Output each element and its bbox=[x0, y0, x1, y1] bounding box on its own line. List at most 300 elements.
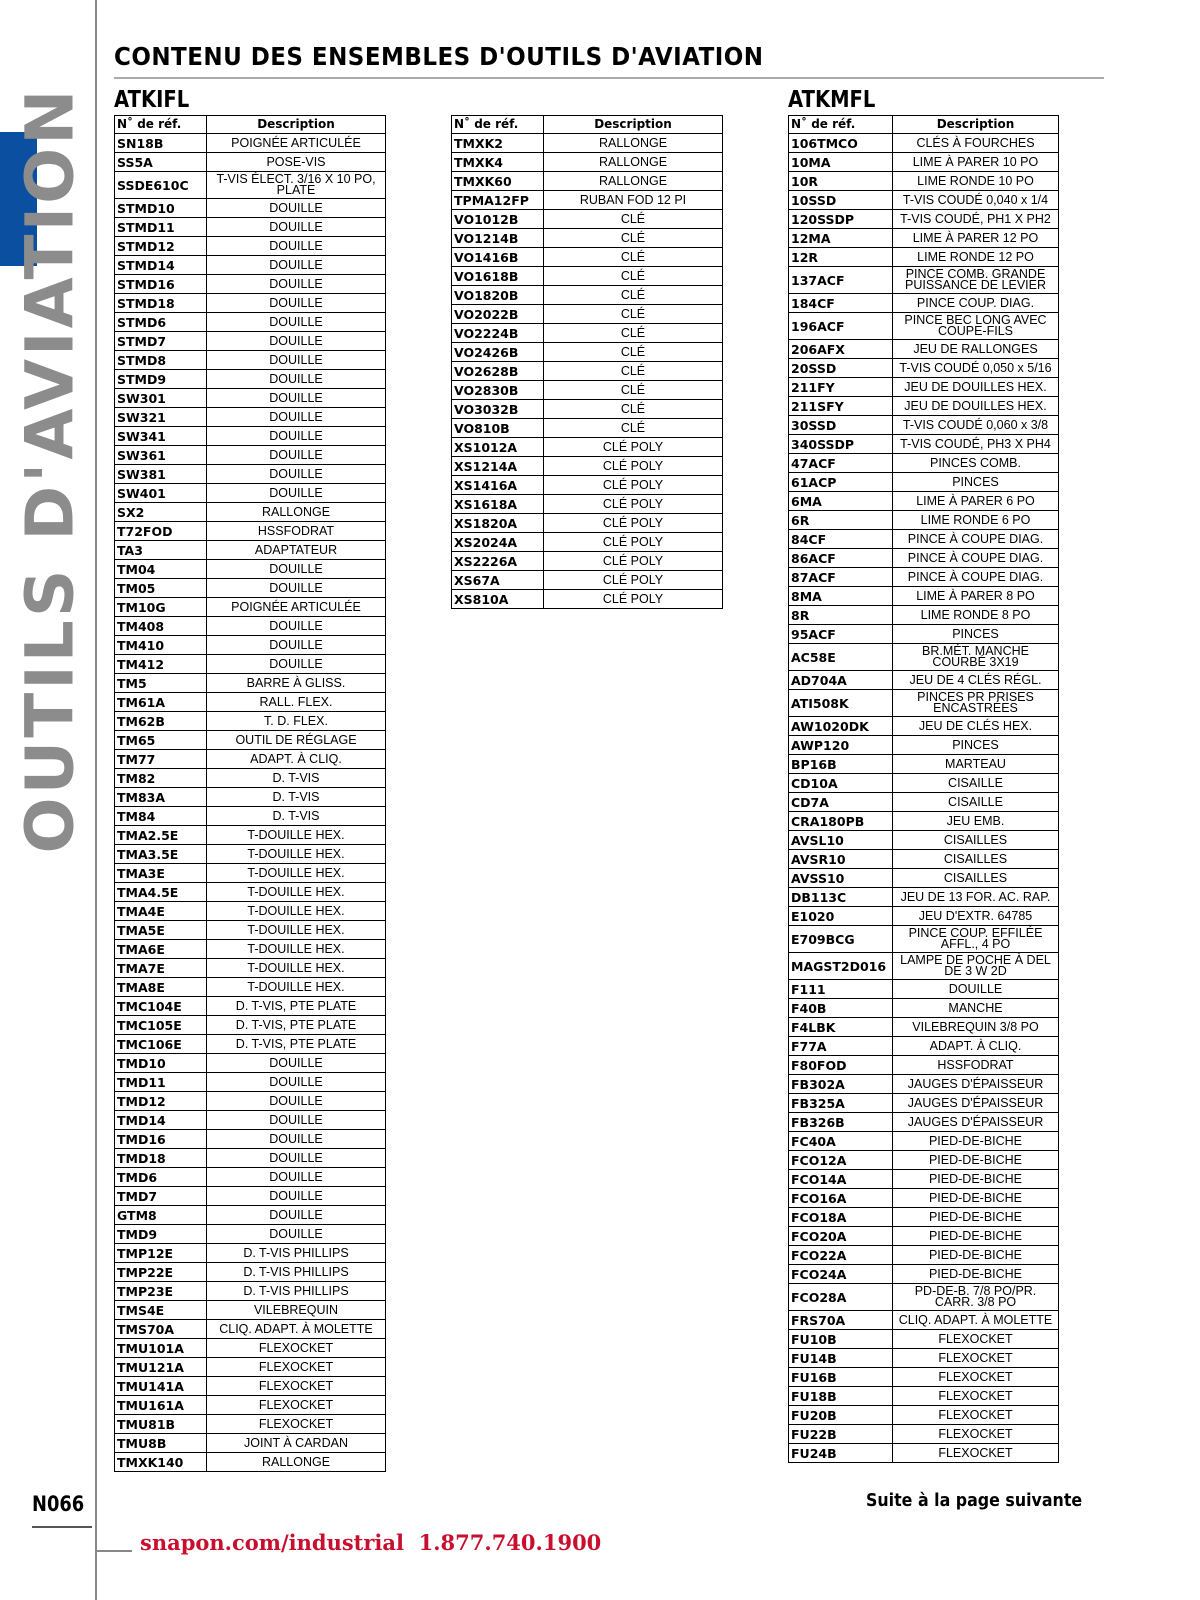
part-number: TMA8E bbox=[115, 978, 207, 997]
table-row bbox=[789, 210, 1059, 229]
part-description: PINCE COMB. GRANDE PUISSANCE DE LEVIER bbox=[893, 267, 1059, 294]
part-number: 340SSDP bbox=[789, 435, 893, 454]
page-title: CONTENU DES ENSEMBLES D'OUTILS D'AVIATION bbox=[114, 42, 764, 71]
table-row bbox=[452, 571, 723, 590]
table-row bbox=[115, 845, 386, 864]
part-description: DOUILLE bbox=[207, 446, 386, 465]
part-description: HSSFODRAT bbox=[893, 1056, 1059, 1075]
table-row bbox=[789, 1037, 1059, 1056]
part-description: RALLONGE bbox=[544, 153, 723, 172]
part-number: AD704A bbox=[789, 671, 893, 690]
part-description: D. T-VIS bbox=[207, 788, 386, 807]
part-description: DOUILLE bbox=[207, 256, 386, 275]
column-header-ref: N˚ de réf. bbox=[452, 116, 544, 134]
part-number: 106TMCO bbox=[789, 134, 893, 153]
part-number: TMP22E bbox=[115, 1263, 207, 1282]
part-description: T. D. FLEX. bbox=[207, 712, 386, 731]
kit-contents-table-atkifl bbox=[114, 115, 386, 1472]
part-number: FCO20A bbox=[789, 1227, 893, 1246]
part-number: FC40A bbox=[789, 1132, 893, 1151]
part-number: F80FOD bbox=[789, 1056, 893, 1075]
part-number: AC58E bbox=[789, 644, 893, 671]
part-description: PIED-DE-BICHE bbox=[893, 1246, 1059, 1265]
part-description: DOUILLE bbox=[207, 1187, 386, 1206]
part-description: CLÉ POLY bbox=[544, 495, 723, 514]
table-row bbox=[452, 457, 723, 476]
part-number: 47ACF bbox=[789, 454, 893, 473]
part-number: F77A bbox=[789, 1037, 893, 1056]
part-number: TMD18 bbox=[115, 1149, 207, 1168]
part-description: T-DOUILLE HEX. bbox=[207, 940, 386, 959]
table-row bbox=[115, 940, 386, 959]
table-row bbox=[789, 1425, 1059, 1444]
kit-contents-table-atkifl-continued bbox=[451, 115, 723, 609]
part-number: TMC104E bbox=[115, 997, 207, 1016]
part-description: RALLONGE bbox=[207, 503, 386, 522]
table-row bbox=[452, 495, 723, 514]
part-description: ADAPTATEUR bbox=[207, 541, 386, 560]
part-number: AWP120 bbox=[789, 736, 893, 755]
part-number: TM04 bbox=[115, 560, 207, 579]
part-number: 86ACF bbox=[789, 549, 893, 568]
part-description: CLÉ bbox=[544, 362, 723, 381]
part-number: SN18B bbox=[115, 134, 207, 153]
table-row bbox=[115, 883, 386, 902]
table-row bbox=[789, 888, 1059, 907]
part-description: CLÉ POLY bbox=[544, 457, 723, 476]
table-row bbox=[452, 191, 723, 210]
part-number: ATI508K bbox=[789, 690, 893, 717]
part-number: SW401 bbox=[115, 484, 207, 503]
table-row bbox=[115, 1168, 386, 1187]
part-number: TM83A bbox=[115, 788, 207, 807]
table-row bbox=[115, 1130, 386, 1149]
part-description: DOUILLE bbox=[207, 1130, 386, 1149]
part-description: D. T-VIS, PTE PLATE bbox=[207, 997, 386, 1016]
table-row bbox=[789, 153, 1059, 172]
part-description: CLIQ. ADAPT. À MOLETTE bbox=[893, 1311, 1059, 1330]
part-number: VO1416B bbox=[452, 248, 544, 267]
table-row bbox=[115, 712, 386, 731]
table-row bbox=[115, 427, 386, 446]
table-row bbox=[789, 1227, 1059, 1246]
table-row bbox=[789, 1265, 1059, 1284]
part-description: OUTIL DE RÉGLAGE bbox=[207, 731, 386, 750]
column-header-ref: N˚ de réf. bbox=[115, 116, 207, 134]
part-description: CLÉ bbox=[544, 400, 723, 419]
section-label-vertical: OUTILS D'AVIATION bbox=[11, 86, 89, 854]
part-number: TA3 bbox=[115, 541, 207, 560]
part-number: STMD18 bbox=[115, 294, 207, 313]
footer-contact bbox=[140, 1530, 601, 1555]
part-description: JEU DE RALLONGES bbox=[893, 340, 1059, 359]
table-row bbox=[789, 999, 1059, 1018]
column-header-description: Description bbox=[207, 116, 386, 134]
part-description: DOUILLE bbox=[207, 332, 386, 351]
part-number: 211FY bbox=[789, 378, 893, 397]
part-description: VILEBREQUIN 3/8 PO bbox=[893, 1018, 1059, 1037]
table-row bbox=[789, 812, 1059, 831]
table-row bbox=[452, 419, 723, 438]
part-description: DOUILLE bbox=[207, 1073, 386, 1092]
part-number: FU10B bbox=[789, 1330, 893, 1349]
table-row bbox=[789, 530, 1059, 549]
table-row bbox=[789, 1246, 1059, 1265]
title-divider bbox=[114, 77, 1104, 79]
part-number: DB113C bbox=[789, 888, 893, 907]
table-row bbox=[115, 172, 386, 199]
part-number: 6MA bbox=[789, 492, 893, 511]
part-description: DOUILLE bbox=[207, 1149, 386, 1168]
part-description: FLEXOCKET bbox=[893, 1425, 1059, 1444]
part-number: TMD12 bbox=[115, 1092, 207, 1111]
table-row bbox=[789, 397, 1059, 416]
table-row bbox=[115, 1282, 386, 1301]
part-number: FCO12A bbox=[789, 1151, 893, 1170]
table-row bbox=[789, 1368, 1059, 1387]
part-description: POSE-VIS bbox=[207, 153, 386, 172]
part-number: SW381 bbox=[115, 465, 207, 484]
table-row bbox=[789, 1406, 1059, 1425]
part-number: XS810A bbox=[452, 590, 544, 609]
part-description: CLÉ POLY bbox=[544, 552, 723, 571]
part-number: MAGST2D016 bbox=[789, 953, 893, 980]
part-description: LIME À PARER 6 PO bbox=[893, 492, 1059, 511]
part-number: VO2830B bbox=[452, 381, 544, 400]
table-row bbox=[789, 1132, 1059, 1151]
table-row bbox=[115, 1092, 386, 1111]
part-number: T72FOD bbox=[115, 522, 207, 541]
part-description: DOUILLE bbox=[207, 408, 386, 427]
table-row bbox=[789, 850, 1059, 869]
table-row bbox=[115, 807, 386, 826]
part-description: D. T-VIS bbox=[207, 807, 386, 826]
table-row bbox=[789, 1170, 1059, 1189]
table-row bbox=[115, 1035, 386, 1054]
part-number: VO1214B bbox=[452, 229, 544, 248]
part-number: TMS70A bbox=[115, 1320, 207, 1339]
table-row bbox=[789, 671, 1059, 690]
part-number: 61ACP bbox=[789, 473, 893, 492]
part-number: AW1020DK bbox=[789, 717, 893, 736]
part-description: CLÉ POLY bbox=[544, 533, 723, 552]
table-row bbox=[789, 134, 1059, 153]
part-description: DOUILLE bbox=[207, 237, 386, 256]
table-row bbox=[789, 869, 1059, 888]
table-row bbox=[452, 381, 723, 400]
part-number: XS1416A bbox=[452, 476, 544, 495]
table-row bbox=[789, 435, 1059, 454]
table-row bbox=[115, 275, 386, 294]
part-description: PINCES bbox=[893, 473, 1059, 492]
table-row bbox=[115, 389, 386, 408]
part-description: DOUILLE bbox=[893, 980, 1059, 999]
part-number: TM84 bbox=[115, 807, 207, 826]
table-row bbox=[789, 953, 1059, 980]
part-description: T-VIS COUDÉ, PH3 X PH4 bbox=[893, 435, 1059, 454]
part-description: DOUILLE bbox=[207, 427, 386, 446]
table-row bbox=[789, 926, 1059, 953]
part-description: MANCHE bbox=[893, 999, 1059, 1018]
table-row bbox=[115, 579, 386, 598]
part-number: TM62B bbox=[115, 712, 207, 731]
part-description: FLEXOCKET bbox=[893, 1349, 1059, 1368]
part-number: TMA4.5E bbox=[115, 883, 207, 902]
table-row bbox=[452, 533, 723, 552]
table-row bbox=[789, 1444, 1059, 1463]
table-row bbox=[115, 1320, 386, 1339]
part-number: TMA2.5E bbox=[115, 826, 207, 845]
part-description: DOUILLE bbox=[207, 560, 386, 579]
table-row bbox=[115, 617, 386, 636]
part-number: TM408 bbox=[115, 617, 207, 636]
table-row bbox=[452, 134, 723, 153]
part-description: PINCES PR PRISES ENCASTRÉES bbox=[893, 690, 1059, 717]
part-description: POIGNÉE ARTICULÉE bbox=[207, 598, 386, 617]
table-row bbox=[115, 1301, 386, 1320]
part-description: LIME À PARER 10 PO bbox=[893, 153, 1059, 172]
part-number: TMC106E bbox=[115, 1035, 207, 1054]
part-description: CLÉ bbox=[544, 248, 723, 267]
part-number: TM82 bbox=[115, 769, 207, 788]
table-row bbox=[115, 959, 386, 978]
table-row bbox=[115, 332, 386, 351]
table-row bbox=[452, 400, 723, 419]
part-number: TM5 bbox=[115, 674, 207, 693]
table-row bbox=[115, 484, 386, 503]
part-number: FCO16A bbox=[789, 1189, 893, 1208]
part-number: FU16B bbox=[789, 1368, 893, 1387]
part-number: CRA180PB bbox=[789, 812, 893, 831]
table-row bbox=[789, 625, 1059, 644]
column-header-ref: N˚ de réf. bbox=[789, 116, 893, 134]
part-number: TM61A bbox=[115, 693, 207, 712]
part-description: CLÉ bbox=[544, 267, 723, 286]
table-row bbox=[115, 351, 386, 370]
part-description: T-VIS COUDÉ 0,060 x 3/8 bbox=[893, 416, 1059, 435]
table-row bbox=[115, 1225, 386, 1244]
part-number: SW321 bbox=[115, 408, 207, 427]
set-heading-atkmfl: ATKMFL bbox=[788, 87, 876, 113]
part-number: SW341 bbox=[115, 427, 207, 446]
part-number: TMD16 bbox=[115, 1130, 207, 1149]
part-number: TMD7 bbox=[115, 1187, 207, 1206]
part-description: PINCES bbox=[893, 625, 1059, 644]
part-description: JEU DE 13 FOR. AC. RAP. bbox=[893, 888, 1059, 907]
part-description: FLEXOCKET bbox=[893, 1444, 1059, 1463]
part-description: DOUILLE bbox=[207, 370, 386, 389]
table-row bbox=[789, 313, 1059, 340]
table-row bbox=[452, 305, 723, 324]
part-description: MARTEAU bbox=[893, 755, 1059, 774]
part-description: BARRE À GLISS. bbox=[207, 674, 386, 693]
part-description: DOUILLE bbox=[207, 465, 386, 484]
part-number: TMU81B bbox=[115, 1415, 207, 1434]
part-description: POIGNÉE ARTICULÉE bbox=[207, 134, 386, 153]
part-number: 87ACF bbox=[789, 568, 893, 587]
part-number: E709BCG bbox=[789, 926, 893, 953]
part-description: DOUILLE bbox=[207, 218, 386, 237]
table-row bbox=[789, 1113, 1059, 1132]
part-description: PIED-DE-BICHE bbox=[893, 1208, 1059, 1227]
table-row bbox=[115, 313, 386, 332]
part-number: STMD8 bbox=[115, 351, 207, 370]
table-row bbox=[115, 598, 386, 617]
part-description: DOUILLE bbox=[207, 1054, 386, 1073]
part-description: D. T-VIS, PTE PLATE bbox=[207, 1035, 386, 1054]
column-header-description: Description bbox=[893, 116, 1059, 134]
part-description: HSSFODRAT bbox=[207, 522, 386, 541]
part-description: CLIQ. ADAPT. À MOLETTE bbox=[207, 1320, 386, 1339]
table-row bbox=[789, 1189, 1059, 1208]
part-description: JAUGES D'ÉPAISSEUR bbox=[893, 1113, 1059, 1132]
part-number: TMU121A bbox=[115, 1358, 207, 1377]
part-description: T-VIS COUDÉ, PH1 X PH2 bbox=[893, 210, 1059, 229]
part-description: CLÉ bbox=[544, 229, 723, 248]
part-description: FLEXOCKET bbox=[207, 1396, 386, 1415]
part-description: ADAPT. À CLIQ. bbox=[207, 750, 386, 769]
table-row bbox=[115, 560, 386, 579]
table-row bbox=[115, 788, 386, 807]
table-row bbox=[452, 210, 723, 229]
table-row bbox=[789, 1056, 1059, 1075]
part-number: FU24B bbox=[789, 1444, 893, 1463]
part-number: TMU161A bbox=[115, 1396, 207, 1415]
part-description: FLEXOCKET bbox=[207, 1415, 386, 1434]
part-description: PIED-DE-BICHE bbox=[893, 1151, 1059, 1170]
part-number: 20SSD bbox=[789, 359, 893, 378]
table-row bbox=[115, 921, 386, 940]
set-heading-atkifl: ATKIFL bbox=[114, 87, 190, 113]
part-number: VO2628B bbox=[452, 362, 544, 381]
part-number: F111 bbox=[789, 980, 893, 999]
table-row bbox=[115, 1396, 386, 1415]
part-number: FCO28A bbox=[789, 1284, 893, 1311]
part-number: TMD10 bbox=[115, 1054, 207, 1073]
part-number: FCO18A bbox=[789, 1208, 893, 1227]
part-description: JEU DE CLÉS HEX. bbox=[893, 717, 1059, 736]
table-row bbox=[789, 492, 1059, 511]
part-number: 137ACF bbox=[789, 267, 893, 294]
part-description: BR.MÉT. MANCHE COURBÉ 3X19 bbox=[893, 644, 1059, 671]
part-number: AVSR10 bbox=[789, 850, 893, 869]
table-row bbox=[789, 907, 1059, 926]
part-number: STMD10 bbox=[115, 199, 207, 218]
table-row bbox=[789, 1018, 1059, 1037]
part-description: JEU EMB. bbox=[893, 812, 1059, 831]
table-row bbox=[115, 674, 386, 693]
table-row bbox=[115, 1263, 386, 1282]
table-row bbox=[789, 549, 1059, 568]
part-description: T-VIS COUDÉ 0,050 x 5/16 bbox=[893, 359, 1059, 378]
table-row bbox=[789, 644, 1059, 671]
part-number: STMD16 bbox=[115, 275, 207, 294]
part-number: FCO14A bbox=[789, 1170, 893, 1189]
part-number: VO1012B bbox=[452, 210, 544, 229]
part-number: VO3032B bbox=[452, 400, 544, 419]
table-row bbox=[789, 736, 1059, 755]
part-description: CLÉ POLY bbox=[544, 438, 723, 457]
table-row bbox=[115, 864, 386, 883]
table-row bbox=[115, 446, 386, 465]
part-description: D. T-VIS PHILLIPS bbox=[207, 1282, 386, 1301]
part-description: CISAILLE bbox=[893, 774, 1059, 793]
part-number: SW301 bbox=[115, 389, 207, 408]
table-row bbox=[115, 731, 386, 750]
footer-phone: 1.877.740.1900 bbox=[418, 1530, 602, 1555]
part-number: FRS70A bbox=[789, 1311, 893, 1330]
part-description: RALL. FLEX. bbox=[207, 693, 386, 712]
table-row bbox=[115, 978, 386, 997]
table-row bbox=[115, 1453, 386, 1472]
part-description: CLÉ bbox=[544, 343, 723, 362]
part-number: TMA7E bbox=[115, 959, 207, 978]
part-number: TMA5E bbox=[115, 921, 207, 940]
table-row bbox=[789, 587, 1059, 606]
part-description: PIED-DE-BICHE bbox=[893, 1170, 1059, 1189]
table-row bbox=[115, 1054, 386, 1073]
part-description: T-VIS ÉLECT. 3/16 X 10 PO, PLATE bbox=[207, 172, 386, 199]
part-description: T-DOUILLE HEX. bbox=[207, 826, 386, 845]
part-description: LIME RONDE 6 PO bbox=[893, 511, 1059, 530]
part-number: TM412 bbox=[115, 655, 207, 674]
part-description: JOINT À CARDAN bbox=[207, 1434, 386, 1453]
part-description: DOUILLE bbox=[207, 351, 386, 370]
footer-url-link[interactable]: snapon.com/industrial bbox=[140, 1530, 404, 1555]
table-row bbox=[115, 826, 386, 845]
part-number: VO2426B bbox=[452, 343, 544, 362]
page-number: N066 bbox=[32, 1492, 85, 1516]
part-description: DOUILLE bbox=[207, 1111, 386, 1130]
table-row bbox=[115, 1415, 386, 1434]
part-number: STMD9 bbox=[115, 370, 207, 389]
part-number: TMD11 bbox=[115, 1073, 207, 1092]
table-row bbox=[789, 690, 1059, 717]
part-description: VILEBREQUIN bbox=[207, 1301, 386, 1320]
part-description: CLÉ bbox=[544, 324, 723, 343]
part-description: FLEXOCKET bbox=[893, 1406, 1059, 1425]
table-row bbox=[789, 1330, 1059, 1349]
part-number: TM10G bbox=[115, 598, 207, 617]
part-number: TMXK60 bbox=[452, 172, 544, 191]
table-row bbox=[115, 541, 386, 560]
part-number: XS1618A bbox=[452, 495, 544, 514]
part-number: FU22B bbox=[789, 1425, 893, 1444]
part-description: DOUILLE bbox=[207, 655, 386, 674]
part-number: FCO24A bbox=[789, 1265, 893, 1284]
part-number: 30SSD bbox=[789, 416, 893, 435]
part-description: T-DOUILLE HEX. bbox=[207, 902, 386, 921]
table-row bbox=[789, 294, 1059, 313]
table-row bbox=[789, 1094, 1059, 1113]
part-description: CLÉ bbox=[544, 286, 723, 305]
part-description: FLEXOCKET bbox=[207, 1358, 386, 1377]
part-description: CLÉ POLY bbox=[544, 476, 723, 495]
part-description: LIME À PARER 8 PO bbox=[893, 587, 1059, 606]
table-row bbox=[789, 606, 1059, 625]
side-divider-line bbox=[95, 0, 97, 1600]
part-number: TMC105E bbox=[115, 1016, 207, 1035]
part-number: 8R bbox=[789, 606, 893, 625]
table-row bbox=[115, 503, 386, 522]
part-description: LIME RONDE 10 PO bbox=[893, 172, 1059, 191]
part-number: VO2224B bbox=[452, 324, 544, 343]
part-description: RALLONGE bbox=[544, 172, 723, 191]
part-number: TMXK2 bbox=[452, 134, 544, 153]
part-description: CLÉ bbox=[544, 381, 723, 400]
part-description: FLEXOCKET bbox=[207, 1339, 386, 1358]
part-number: VO1618B bbox=[452, 267, 544, 286]
